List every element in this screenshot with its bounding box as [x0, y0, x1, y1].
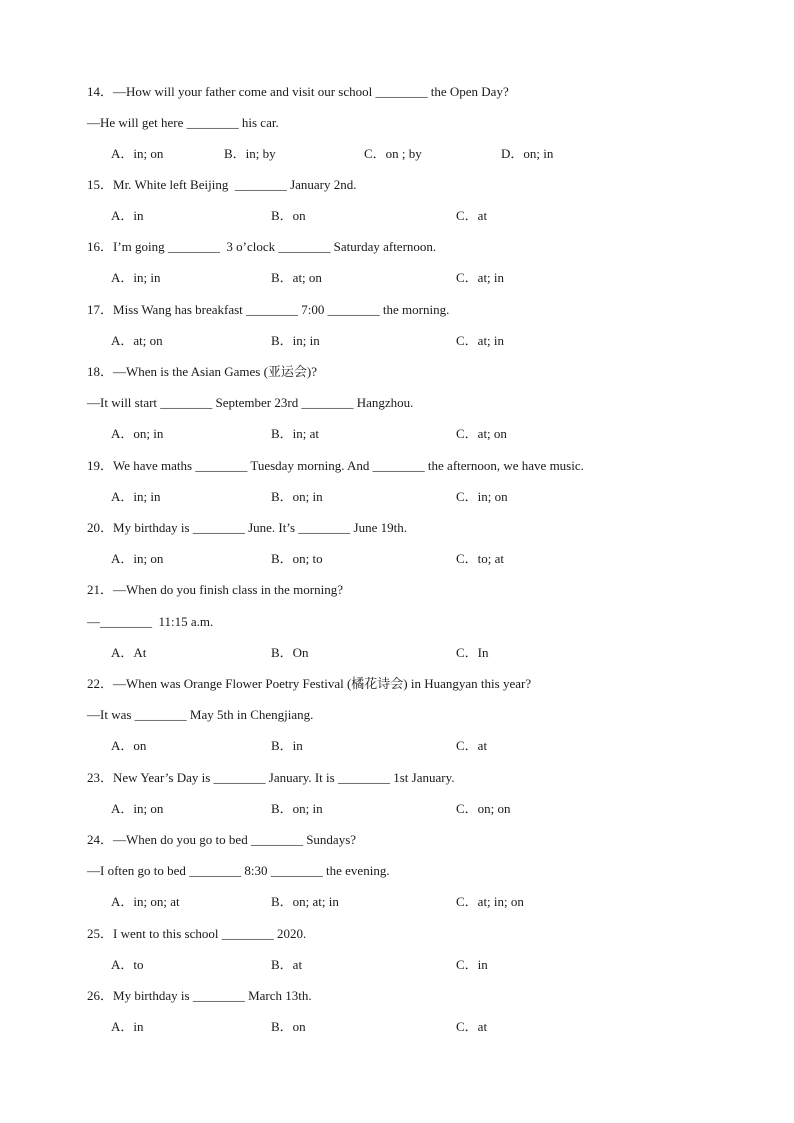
- question-number: 22．: [87, 676, 114, 691]
- question-text: —When do you finish class in the morning?: [113, 582, 344, 597]
- option-b[interactable]: B．at; on: [271, 270, 322, 285]
- option-a[interactable]: A．on: [111, 738, 147, 753]
- option-b[interactable]: B．On: [271, 645, 309, 660]
- question-21-answer-line: —________ 11:15 a.m.: [87, 614, 214, 629]
- option-c[interactable]: C．at: [456, 738, 488, 753]
- question-number: 16．: [87, 239, 114, 254]
- question-21-options: [111, 645, 711, 661]
- question-text: Mr. White left Beijing ________ January 2nd.: [113, 177, 357, 192]
- question-24-answer-line: —I often go to bed ________ 8:30 ________ the evening.: [87, 863, 390, 878]
- option-b[interactable]: B．in; by: [224, 146, 276, 161]
- question-25-stem: [87, 926, 306, 942]
- question-18-answer-line: —It will start ________ September 23rd ________ Hangzhou.: [87, 395, 414, 410]
- option-b[interactable]: B．in: [271, 738, 303, 753]
- question-24-stem: [87, 832, 356, 848]
- question-17-stem: [87, 302, 449, 318]
- question-22-answer-line: —It was ________ May 5th in Chengjiang.: [87, 707, 314, 722]
- option-a[interactable]: A．in: [111, 1019, 144, 1034]
- option-a[interactable]: A．in; on: [111, 551, 164, 566]
- question-number: 19．: [87, 458, 114, 473]
- option-a[interactable]: A．on; in: [111, 426, 164, 441]
- question-text: My birthday is ________ June. It’s ________ June 19th.: [113, 520, 407, 535]
- question-22-stem: [87, 676, 531, 692]
- option-b[interactable]: B．on; in: [271, 489, 323, 504]
- option-a[interactable]: A．in; in: [111, 489, 161, 504]
- question-19-options: [111, 489, 711, 505]
- question-14-answer-line: —He will get here ________ his car.: [87, 115, 279, 130]
- option-a[interactable]: A．in; on; at: [111, 894, 180, 909]
- option-a[interactable]: A．in; on: [111, 801, 164, 816]
- option-b[interactable]: B．on; to: [271, 551, 323, 566]
- option-c[interactable]: C．at; in: [456, 270, 505, 285]
- option-a[interactable]: A．at; on: [111, 333, 163, 348]
- question-number: 14．: [87, 84, 114, 99]
- option-c[interactable]: C．at; in; on: [456, 894, 524, 909]
- question-text: —How will your father come and visit our school ________ the Open Day?: [113, 84, 509, 99]
- question-14-options: [111, 146, 711, 162]
- question-text: Miss Wang has breakfast ________ 7:00 ________ the morning.: [113, 302, 450, 317]
- option-b[interactable]: B．on: [271, 1019, 306, 1034]
- question-20-options: [111, 551, 711, 567]
- question-number: 17．: [87, 302, 114, 317]
- question-text: I’m going ________ 3 o’clock ________ Saturday afternoon.: [113, 239, 437, 254]
- option-a[interactable]: A．in; on: [111, 146, 164, 161]
- question-19-stem: [87, 458, 584, 474]
- option-a[interactable]: A．in; in: [111, 270, 161, 285]
- option-b[interactable]: B．on; at; in: [271, 894, 339, 909]
- question-text: My birthday is ________ March 13th.: [113, 988, 312, 1003]
- question-26-stem: [87, 988, 312, 1004]
- question-17-options: [111, 333, 711, 349]
- question-15-stem: [87, 177, 357, 193]
- question-number: 26．: [87, 988, 114, 1003]
- option-c[interactable]: C．in: [456, 957, 488, 972]
- question-text: We have maths ________ Tuesday morning. And ________ the afternoon, we have music.: [113, 458, 584, 473]
- question-number: 15．: [87, 177, 114, 192]
- question-number: 24．: [87, 832, 114, 847]
- question-number: 21．: [87, 582, 114, 597]
- option-d[interactable]: D．on; in: [501, 146, 554, 161]
- question-16-options: [111, 270, 711, 286]
- option-c[interactable]: C．at; in: [456, 333, 505, 348]
- question-number: 23．: [87, 770, 114, 785]
- question-20-stem: [87, 520, 407, 536]
- option-c[interactable]: C．on ; by: [364, 146, 422, 161]
- question-14-stem: [87, 84, 509, 100]
- question-text: New Year’s Day is ________ January. It is ________ 1st January.: [113, 770, 455, 785]
- question-23-options: [111, 801, 711, 817]
- question-16-stem: [87, 239, 436, 255]
- question-25-options: [111, 957, 711, 973]
- question-18-stem: [87, 364, 317, 380]
- question-text: —When do you go to bed ________ Sundays?: [113, 832, 357, 847]
- question-text: —When is the Asian Games (亚运会)?: [113, 364, 317, 379]
- question-number: 25．: [87, 926, 114, 941]
- question-23-stem: [87, 770, 454, 786]
- question-number: 20．: [87, 520, 114, 535]
- option-c[interactable]: C．at: [456, 208, 488, 223]
- question-21-stem: [87, 582, 343, 598]
- question-24-options: [111, 894, 711, 910]
- option-a[interactable]: A．to: [111, 957, 144, 972]
- question-15-options: [111, 208, 711, 224]
- question-text: —When was Orange Flower Poetry Festival (橘花诗会) in Huangyan this year?: [113, 676, 532, 691]
- option-c[interactable]: C．In: [456, 645, 489, 660]
- option-c[interactable]: C．to; at: [456, 551, 505, 566]
- option-a[interactable]: A．in: [111, 208, 144, 223]
- option-b[interactable]: B．on; in: [271, 801, 323, 816]
- option-c[interactable]: C．at: [456, 1019, 488, 1034]
- question-22-options: [111, 738, 711, 754]
- question-number: 18．: [87, 364, 114, 379]
- option-b[interactable]: B．in; at: [271, 426, 320, 441]
- question-text: I went to this school ________ 2020.: [113, 926, 307, 941]
- option-c[interactable]: C．at; on: [456, 426, 507, 441]
- question-18-options: [111, 426, 711, 442]
- option-b[interactable]: B．at: [271, 957, 303, 972]
- option-c[interactable]: C．in; on: [456, 489, 508, 504]
- option-c[interactable]: C．on; on: [456, 801, 511, 816]
- option-b[interactable]: B．on: [271, 208, 306, 223]
- question-26-options: [111, 1019, 711, 1035]
- option-b[interactable]: B．in; in: [271, 333, 320, 348]
- option-a[interactable]: A．At: [111, 645, 147, 660]
